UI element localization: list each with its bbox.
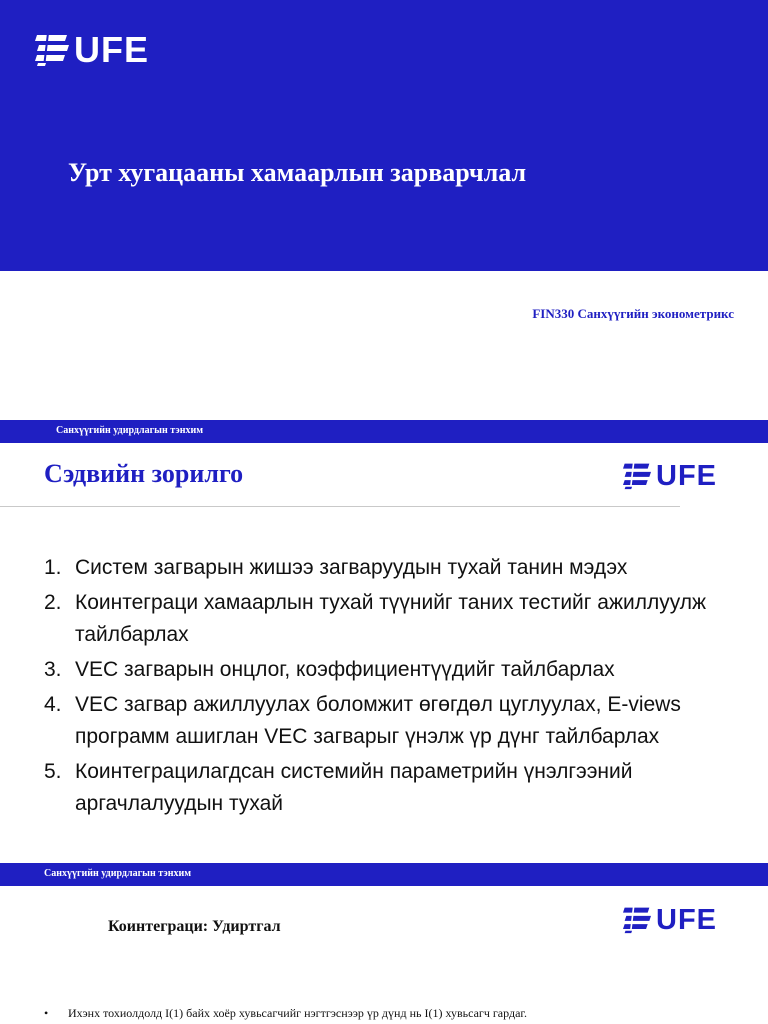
list-text: Коинтеграцилагдсан системийн параметрийн үнэлгээний аргачлалуудын тухай [75,760,633,815]
bullet-dot: • [44,1006,49,1020]
ufe-logo-text: UFE [656,460,717,492]
list-item [44,689,724,753]
list-number: 3. [44,658,62,681]
ufe-logo-text: UFE [656,904,717,936]
list-number: 5. [44,760,62,783]
bullet-text: Ихэнх тохиолдолд I(1) байх хоёр хувьсагчийг нэгтгэснээр үр дүнд нь I(1) хувьсагч гардаг. [68,1006,527,1020]
department-label: Санхүүгийн удирдлагын тэнхим [44,868,192,879]
ufe-emblem-icon [34,33,70,67]
ufe-logo [622,460,717,492]
ufe-emblem-icon [622,906,652,934]
objectives-list [44,552,724,823]
ufe-logo [622,904,717,936]
ufe-emblem-icon [622,462,652,490]
list-text: VEC загвар ажиллуулах боломжит өгөгдөл цуглуулах, E-views программ ашиглан VEC загварыг үнэлж үр дүнг тайлбарлах [75,693,681,748]
list-number: 2. [44,591,62,614]
ufe-logo [34,30,149,70]
list-text: Коинтеграци хамаарлын тухай түүнийг таних тестийг ажиллуулж тайлбарлах [75,591,707,646]
slide-title: Сэдвийн зорилго [44,459,244,488]
ufe-logo-text: UFE [74,29,149,70]
bullet-item [44,1006,527,1021]
list-item [44,552,724,584]
list-item [44,587,724,651]
list-text: Систем загварын жишээ загваруудын тухай танин мэдэх [75,556,628,579]
course-name: FIN330 Санхүүгийн эконометрикс [532,306,734,321]
list-number: 1. [44,556,62,579]
title-divider [0,506,680,507]
list-number: 4. [44,693,62,716]
list-item [44,756,724,820]
department-label: Санхүүгийн удирдлагын тэнхим [56,425,204,436]
title-slide-body [0,271,768,420]
slide-title: Коинтеграци: Удиртгал [108,918,281,935]
presentation-title: Урт хугацааны хамаарлын зарварчлал [68,158,527,187]
list-item [44,654,724,686]
list-text: VEC загварын онцлог, коэффициентүүдийг тайлбарлах [75,658,615,681]
